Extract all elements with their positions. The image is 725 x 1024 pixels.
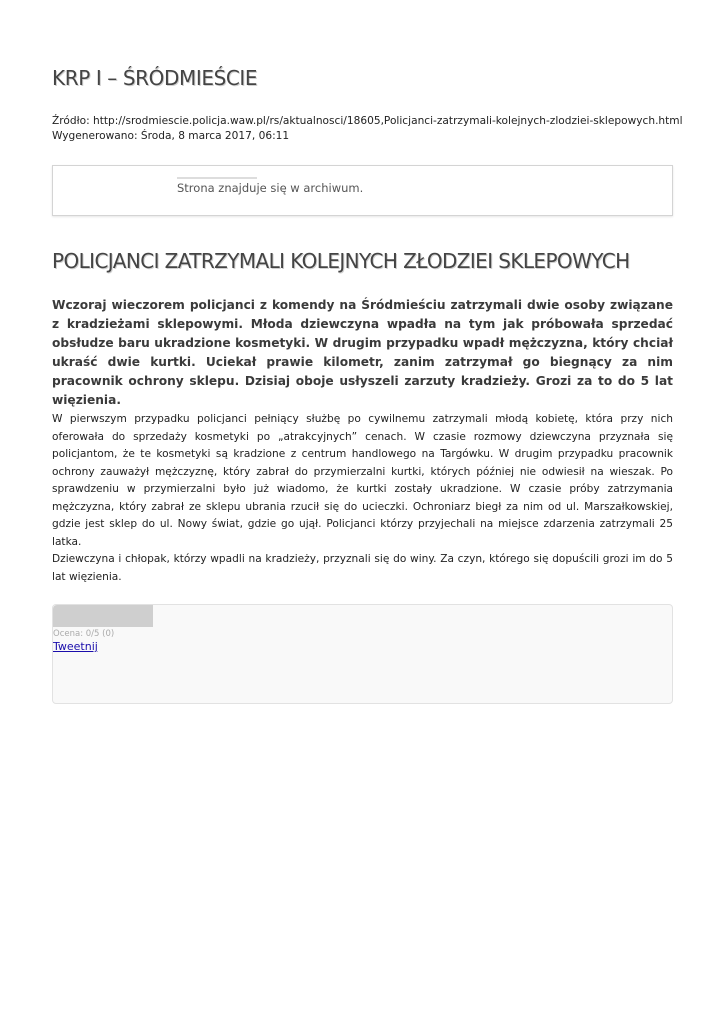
document-meta <box>52 114 683 144</box>
tweet-link[interactable]: Tweetnij <box>53 640 98 653</box>
article-paragraph: Dziewczyna i chłopak, którzy wpadli na kradzieży, przyznali się do winy. Za czyn, którego się dopuścili grozi im do 5 lat więzienia. <box>52 553 673 583</box>
archive-notice <box>52 165 673 216</box>
article-title: POLICJANCI ZATRZYMALI KOLEJNYCH ZŁODZIEI SKLEPOWYCH <box>52 249 630 273</box>
rating-text: Ocena: 0/5 (0) <box>53 629 115 639</box>
rating-panel <box>52 604 673 704</box>
source-line: Źródło: http://srodmiescie.policja.waw.pl/rs/aktualnosci/18605,Policjanci-zatrzymali-kolejnych-zlodziei-sklepowych.html <box>52 115 683 127</box>
article-paragraph: W pierwszym przypadku policjanci pełniący służbę po cywilnemu zatrzymali młodą kobietę, która przy nich oferowała do sprzedaży kosmetyki po „atrakcyjnych” cenach. W czasie rozmowy dziewczyna przyznała się policjantom, że te kosmetyki są kradzione z centrum handlowego na Targówku. W drugim przypadku pracownik ochrony zauważył mężczyznę, który zabrał do przymierzalni kurtki, których później nie odwiesił na wieszak. Po sprawdzeniu w przymierzalni było już wiadomo, że kurtki zostały ukradzione. W czasie próby zatrzymania mężczyzna, który zabrał ze sklepu ubrania rzucił się do ucieczki. Ochroniarz biegł za nim od ul. Marszałkowskiej, gdzie jest sklep do ul. Nowy świat, gdzie go ujął. Policjanci którzy przyjechali na miejsce zdarzenia zatrzymali 25 latka. <box>52 413 673 548</box>
rating-stars-bar[interactable] <box>53 605 153 627</box>
site-title: KRP I – ŚRÓDMIEŚCIE <box>52 66 258 90</box>
generated-line: Wygenerowano: Środa, 8 marca 2017, 06:11 <box>52 130 290 142</box>
archive-notice-text: Strona znajduje się w archiwum. <box>177 181 364 195</box>
article-lead: Wczoraj wieczorem policjanci z komendy na Śródmieściu zatrzymali dwie osoby związane z kradzieżami sklepowymi. Młoda dziewczyna wpadła na tym jak próbowała sprzedać obsłudze baru ukradzione kosmetyki. W drugim przypadku wpadł mężczyzna, który chciał ukraść dwie kurtki. Uciekał prawie kilometr, zanim zatrzymał go biegnący za nim pracownik ochrony sklepu. Dzisiaj oboje usłyszeli zarzuty kradzieży. Grozi za to do 5 lat więzienia. <box>52 298 673 407</box>
archive-divider <box>177 177 257 179</box>
article-body <box>52 411 673 586</box>
